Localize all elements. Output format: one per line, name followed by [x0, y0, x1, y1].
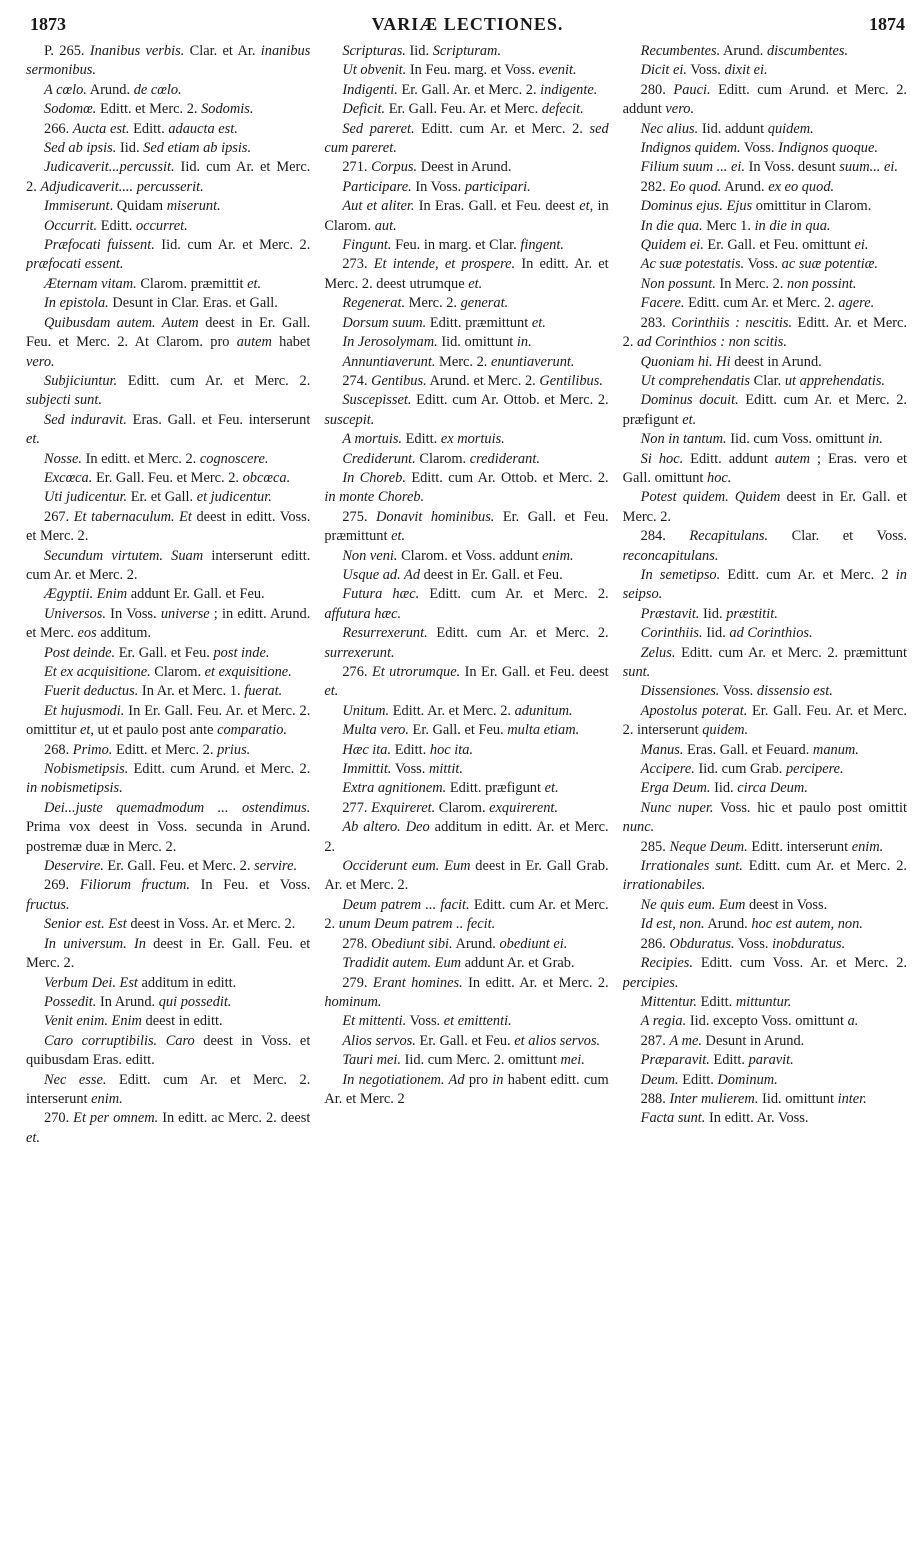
lection-entry: Præparavit. Editt. paravit.: [640, 1052, 794, 1069]
lection-entry: Subjiciuntur. Editt. cum Ar. et Merc. 2. subjecti sunt.: [26, 372, 311, 409]
lection-entry: Et ex acquisitione. Clarom. et exquisitione.: [44, 664, 292, 680]
lection-entry: In die qua. Merc 1. in die in qua.: [640, 217, 831, 234]
lection-entry: Nec alius. Iid. addunt quidem.: [640, 120, 814, 137]
lection-entry: Quoniam hi. Hi deest in Arund.: [640, 353, 822, 370]
lection-entry: Dominus docuit. Editt. cum Ar. et Merc. 2. præfigunt et.: [622, 392, 907, 428]
lection-entry: Immittit. Voss. mittit.: [342, 761, 463, 778]
lection-entry: Id est, non. Arund. hoc est autem, non.: [640, 916, 863, 933]
lection-entry: Extra agnitionem. Editt. præfigunt et.: [342, 780, 559, 797]
lection-entry: 274. Gentibus. Arund. et Merc. 2. Gentilibus.: [342, 372, 603, 389]
lection-entry: Manus. Eras. Gall. et Feuard. manum.: [640, 741, 859, 758]
lection-entry: Dissensiones. Voss. dissensio est.: [640, 683, 833, 700]
lection-entry: Dominus ejus. Ejus omittitur in Clarom.: [640, 198, 872, 215]
lection-entry: Unitum. Editt. Ar. et Merc. 2. adunitum.: [342, 702, 573, 719]
lection-entry: Scripturas. Iid. Scripturam.: [342, 43, 502, 59]
lection-entry: Tradidit autem. Eum addunt Ar. et Grab.: [342, 955, 575, 972]
lection-entry: Recumbentes. Arund. discumbentes.: [640, 43, 849, 59]
lection-entry: Ac suæ potestatis. Voss. ac suæ potentiæ.: [640, 256, 878, 273]
lection-entry: 266. Aucta est. Editt. adaucta est.: [44, 120, 238, 137]
lection-entry: Corinthiis. Iid. ad Corinthios.: [640, 625, 813, 642]
lection-entry: Sodomœ. Editt. et Merc. 2. Sodomis.: [44, 101, 254, 118]
lection-entry: Æternam vitam. Clarom. præmittit et.: [44, 275, 262, 292]
lection-entry: Nosse. In editt. et Merc. 2. cognoscere.: [44, 450, 269, 467]
lection-entry: 284. Recapitulans. Clar. et Voss. reconcapitulans.: [622, 528, 907, 564]
lection-entry: Multa vero. Er. Gall. et Feu. multa etiam.: [342, 722, 580, 739]
lection-entry: A mortuis. Editt. ex mortuis.: [342, 431, 505, 448]
lection-entry: Dorsum suum. Editt. præmittunt et.: [342, 314, 546, 331]
lection-entry: Ne quis eum. Eum deest in Voss.: [640, 896, 828, 913]
lection-entry: 276. Et utrorumque. In Er. Gall. et Feu. deest et.: [324, 664, 609, 700]
lection-entry: Quidem ei. Er. Gall. et Feu. omittunt ei.: [640, 237, 869, 254]
lection-entry: 287. A me. Desunt in Arund.: [640, 1032, 805, 1049]
lection-entry: Quibusdam autem. Autem deest in Er. Gall. Feu. et Merc. 2. At Clarom. pro autem habet vero.: [26, 314, 311, 370]
lection-entry: Zelus. Editt. cum Ar. et Merc. 2. præmittunt sunt.: [622, 644, 907, 680]
lection-entry: Et hujusmodi. In Er. Gall. Feu. Ar. et Merc. 2. omittitur et, ut et paulo post ante comparatio.: [26, 702, 311, 739]
column-number-right: 1874: [869, 14, 905, 34]
lection-entry: 279. Erant homines. In editt. Ar. et Merc. 2. hominum.: [324, 974, 609, 1010]
lection-entry: Participare. In Voss. participari.: [342, 178, 531, 195]
lection-entry: Occiderunt eum. Eum deest in Er. Gall Grab. Ar. et Merc. 2.: [324, 858, 609, 894]
text-columns: [26, 42, 907, 1502]
lection-entry: Sed pareret. Editt. cum Ar. et Merc. 2. sed cum pareret.: [324, 120, 609, 157]
lection-entry: Alios servos. Er. Gall. et Feu. et alios servos.: [342, 1032, 601, 1049]
lection-entry: Nec esse. Editt. cum Ar. et Merc. 2. interserunt enim.: [26, 1071, 311, 1107]
lection-entry: Suscepisset. Editt. cum Ar. Ottob. et Merc. 2. suscepit.: [324, 392, 609, 428]
lection-entry: P. 265. Inanibus verbis. Clar. et Ar. inanibus sermonibus.: [26, 43, 311, 79]
lection-entry: Non in tantum. Iid. cum Voss. omittunt in.: [640, 431, 883, 448]
lection-entry: Possedit. In Arund. qui possedit.: [44, 993, 232, 1010]
lection-entry: 283. Corinthiis : nescitis. Editt. Ar. et Merc. 2. ad Corinthios : non scitis.: [622, 314, 907, 351]
column-3: [623, 42, 907, 1502]
lection-entry: 273. Et intende, et prospere. In editt. Ar. et Merc. 2. deest utrumque et.: [324, 256, 609, 292]
lection-entry: Annuntiaverunt. Merc. 2. enuntiaverunt.: [342, 353, 575, 370]
lection-entry: Tauri mei. Iid. cum Merc. 2. omittunt mei.: [342, 1052, 585, 1069]
lection-entry: A cœlo. Arund. de cœlo.: [44, 81, 182, 98]
lection-entry: 269. Filiorum fructum. In Feu. et Voss. fructus.: [26, 877, 311, 913]
lection-entry: 288. Inter mulierem. Iid. omittunt inter.: [640, 1090, 867, 1107]
lection-entry: 267. Et tabernaculum. Et deest in editt. Voss. et Merc. 2.: [26, 508, 311, 545]
lection-entry: Irrationales sunt. Editt. cum Ar. et Merc. 2. irrationabiles.: [622, 858, 907, 894]
lection-entry: Ab altero. Deo additum in editt. Ar. et Merc. 2.: [324, 819, 609, 855]
lection-entry: Nunc nuper. Voss. hic et paulo post omittit nunc.: [622, 799, 907, 836]
lection-entry: Deum patrem ... facit. Editt. cum Ar. et Merc. 2. unum Deum patrem .. fecit.: [324, 896, 609, 933]
lection-entry: Indignos quidem. Voss. Indignos quoque.: [640, 140, 878, 157]
lection-entry: In Choreb. Editt. cum Ar. Ottob. et Merc. 2. in monte Choreb.: [324, 469, 609, 506]
lection-entry: Secundum virtutem. Suam interserunt editt. cum Ar. et Merc. 2.: [26, 547, 311, 583]
lection-entry: Senior est. Est deest in Voss. Ar. et Merc. 2.: [44, 916, 296, 933]
lection-entry: 280. Pauci. Editt. cum Arund. et Merc. 2. addunt vero.: [622, 81, 907, 118]
lection-entry: Non possunt. In Merc. 2. non possint.: [640, 275, 857, 292]
lection-entry: Futura hæc. Editt. cum Ar. et Merc. 2. affutura hæc.: [324, 586, 609, 622]
lection-entry: 285. Neque Deum. Editt. interserunt enim.: [640, 838, 884, 855]
lection-entry: Si hoc. Editt. addunt autem ; Eras. vero et Gall. omittunt hoc.: [622, 450, 907, 486]
lection-entry: Deservire. Er. Gall. Feu. et Merc. 2. servire.: [44, 858, 298, 875]
lection-entry: Ut comprehendatis Clar. ut apprehendatis.: [640, 372, 886, 389]
lection-entry: Filium suum ... ei. In Voss. desunt suum... ei.: [640, 159, 898, 176]
lection-entry: Ægyptii. Enim addunt Er. Gall. et Feu.: [44, 586, 265, 603]
lection-entry: Indigenti. Er. Gall. Ar. et Merc. 2. indigente.: [342, 81, 598, 98]
lection-entry: Et mittenti. Voss. et emittenti.: [342, 1013, 512, 1030]
lection-entry: Erga Deum. Iid. circa Deum.: [640, 780, 808, 797]
lection-entry: Sed induravit. Eras. Gall. et Feu. interserunt et.: [26, 411, 311, 448]
lection-entry: 277. Exquireret. Clarom. exquirerent.: [342, 799, 559, 816]
lection-entry: Aut et aliter. In Eras. Gall. et Feu. deest et, in Clarom. aut.: [324, 198, 609, 234]
lection-entry: Apostolus poterat. Er. Gall. Feu. Ar. et Merc. 2. interserunt quidem.: [622, 702, 907, 739]
lection-entry: Resurrexerunt. Editt. cum Ar. et Merc. 2. surrexerunt.: [324, 625, 609, 661]
lection-entry: Nobismetipsis. Editt. cum Arund. et Merc. 2. in nobismetipsis.: [26, 761, 311, 797]
lection-entry: Mittentur. Editt. mittuntur.: [640, 993, 792, 1010]
lection-entry: Regenerat. Merc. 2. generat.: [342, 295, 509, 312]
lection-entry: In negotiationem. Ad pro in habent editt. cum Ar. et Merc. 2: [324, 1071, 609, 1107]
column-number-left: 1873: [30, 14, 66, 34]
lection-entry: Usque ad. Ad deest in Er. Gall. et Feu.: [342, 566, 563, 583]
lection-entry: A regia. Iid. excepto Voss. omittunt a.: [640, 1013, 859, 1030]
lection-entry: Accipere. Iid. cum Grab. percipere.: [640, 761, 844, 778]
lection-entry: In Jerosolymam. Iid. omittunt in.: [342, 334, 532, 351]
running-title: VARIÆ LECTIONES.: [371, 14, 564, 34]
lection-entry: 275. Donavit hominibus. Er. Gall. et Feu. præmittunt et.: [324, 508, 609, 545]
column-2: [324, 42, 608, 1502]
lection-entry: Judicaverit...percussit. Iid. cum Ar. et Merc. 2. Adjudicaverit.... percusserit.: [26, 159, 311, 195]
lection-entry: Facere. Editt. cum Ar. et Merc. 2. agere.: [640, 295, 875, 312]
lection-entry: Post deinde. Er. Gall. et Feu. post inde.: [44, 644, 270, 661]
lection-entry: Præstavit. Iid. præstitit.: [640, 605, 778, 622]
lection-entry: Facta sunt. In editt. Ar. Voss.: [640, 1110, 809, 1127]
lection-entry: In semetipso. Editt. cum Ar. et Merc. 2 in seipso.: [622, 566, 907, 603]
lection-entry: Immiserunt. Quidam miserunt.: [44, 198, 221, 215]
lection-entry: Dei...juste quemadmodum ... ostendimus. Prima vox deest in Voss. secunda in Arund. postremæ duæ in Merc. 2.: [26, 799, 311, 855]
lection-entry: Caro corruptibilis. Caro deest in Voss. et quibusdam Eras. editt.: [26, 1032, 311, 1069]
lection-entry: Verbum Dei. Est additum in editt.: [44, 974, 237, 991]
lection-entry: Universos. In Voss. universe ; in editt. Arund. et Merc. eos additum.: [26, 605, 311, 642]
lection-entry: Recipies. Editt. cum Voss. Ar. et Merc. 2. percipies.: [622, 955, 907, 991]
lection-entry: Crediderunt. Clarom. crediderant.: [342, 450, 540, 467]
column-1: [26, 42, 310, 1502]
lection-entry: Deum. Editt. Dominum.: [640, 1071, 778, 1088]
lection-entry: Sed ab ipsis. Iid. Sed etiam ab ipsis.: [44, 140, 252, 157]
lection-entry: In epistola. Desunt in Clar. Eras. et Gall.: [44, 295, 278, 312]
lection-entry: Ut obvenit. In Feu. marg. et Voss. evenit.: [342, 62, 577, 79]
lection-entry: Præfocati fuissent. Iid. cum Ar. et Merc. 2. præfocati essent.: [26, 237, 311, 273]
lection-entry: 268. Primo. Editt. et Merc. 2. prius.: [44, 741, 251, 758]
lection-entry: Deficit. Er. Gall. Feu. Ar. et Merc. defecit.: [342, 101, 584, 118]
lection-entry: Fingunt. Feu. in marg. et Clar. fingent.: [342, 237, 564, 254]
lection-entry: 282. Eo quod. Arund. ex eo quod.: [640, 178, 835, 195]
lection-entry: Uti judicentur. Er. et Gall. et judicentur.: [44, 489, 272, 506]
lection-entry: Venit enim. Enim deest in editt.: [44, 1013, 223, 1030]
lection-entry: Non veni. Clarom. et Voss. addunt enim.: [342, 547, 574, 564]
lection-entry: 270. Et per omnem. In editt. ac Merc. 2. deest et.: [26, 1110, 311, 1146]
lection-entry: Hæc ita. Editt. hoc ita.: [342, 741, 474, 758]
lection-entry: Dicit ei. Voss. dixit ei.: [640, 62, 768, 79]
lection-entry: Fuerit deductus. In Ar. et Merc. 1. fuerat.: [44, 683, 283, 700]
lection-entry: Occurrit. Editt. occurret.: [44, 217, 188, 234]
page-header: [30, 6, 905, 40]
lection-entry: In universum. In deest in Er. Gall. Feu. et Merc. 2.: [26, 935, 311, 972]
lection-entry: Excœca. Er. Gall. Feu. et Merc. 2. obcœca.: [44, 469, 291, 486]
lection-entry: 278. Obediunt sibi. Arund. obediunt ei.: [342, 935, 568, 952]
lection-entry: 271. Corpus. Deest in Arund.: [342, 159, 512, 176]
lection-entry: 286. Obduratus. Voss. inobduratus.: [640, 935, 846, 952]
lection-entry: Potest quidem. Quidem deest in Er. Gall. et Merc. 2.: [622, 489, 907, 525]
